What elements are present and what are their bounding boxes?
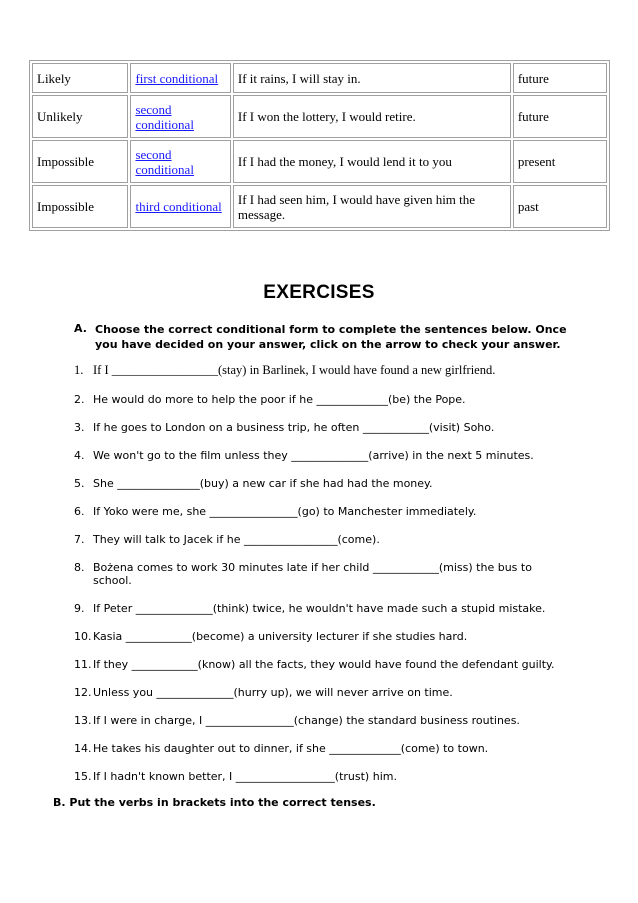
exercise-text: She _______________(buy) a new car if she had had the money. xyxy=(93,477,433,490)
likelihood-cell: Impossible xyxy=(32,185,128,228)
table-row xyxy=(32,140,607,183)
exercise-number: 11. xyxy=(74,658,92,671)
exercise-number: 5. xyxy=(74,477,85,490)
table-row xyxy=(32,63,607,93)
exercise-number: 1. xyxy=(74,363,84,377)
exercise-text: If I hadn't known better, I __________________(trust) him. xyxy=(93,770,397,783)
example-cell: If I won the lottery, I would retire. xyxy=(233,95,511,138)
exercise-number: 13. xyxy=(74,714,92,727)
exercise-text: If he goes to London on a business trip, he often ____________(visit) Soho. xyxy=(93,421,495,434)
time-cell: future xyxy=(513,63,607,93)
exercise-text: He would do more to help the poor if he _____________(be) the Pope. xyxy=(93,393,466,406)
exercise-number: 4. xyxy=(74,449,85,462)
exercise-text: We won't go to the film unless they ______________(arrive) in the next 5 minutes. xyxy=(93,449,534,462)
exercise-number: 14. xyxy=(74,742,92,755)
conditional-type-link[interactable]: third conditional xyxy=(135,199,222,214)
exercise-text: If they ____________(know) all the facts, they would have found the defendant guilty. xyxy=(93,658,555,671)
exercise-text: If I were in charge, I ________________(change) the standard business routines. xyxy=(93,714,520,727)
exercise-text: They will talk to Jacek if he _________________(come). xyxy=(93,533,380,546)
type-cell xyxy=(130,140,230,183)
time-cell: present xyxy=(513,140,607,183)
type-cell xyxy=(130,63,230,93)
section-a-instruction: Choose the correct conditional form to complete the sentences below. Once you have decided on your answer, click on the arrow to check your answer. xyxy=(95,323,567,351)
conditional-type-link[interactable]: second conditional xyxy=(135,101,194,132)
likelihood-cell: Impossible xyxy=(32,140,128,183)
example-cell: If I had seen him, I would have given him the message. xyxy=(233,185,511,228)
exercise-number: 3. xyxy=(74,421,85,434)
time-cell: past xyxy=(513,185,607,228)
conditionals-table xyxy=(29,60,610,231)
conditional-type-link[interactable]: second conditional xyxy=(135,146,194,177)
exercise-number: 7. xyxy=(74,533,85,546)
exercises-heading: EXERCISES xyxy=(263,282,375,303)
exercise-text: He takes his daughter out to dinner, if she _____________(come) to town. xyxy=(93,742,489,755)
section-b-heading: B. Put the verbs in brackets into the correct tenses. xyxy=(53,796,376,809)
type-cell xyxy=(130,185,230,228)
section-a-marker: A. xyxy=(74,322,87,335)
exercise-text: Bożena comes to work 30 minutes late if her child ____________(miss) the bus to school. xyxy=(93,561,532,587)
exercise-number: 10. xyxy=(74,630,92,643)
exercise-number: 15. xyxy=(74,770,92,783)
example-cell: If I had the money, I would lend it to you xyxy=(233,140,511,183)
exercise-number: 8. xyxy=(74,561,85,574)
exercise-text: Kasia ____________(become) a university lecturer if she studies hard. xyxy=(93,630,468,643)
exercise-text: Unless you ______________(hurry up), we will never arrive on time. xyxy=(93,686,453,699)
exercise-number: 9. xyxy=(74,602,85,615)
exercise-text: If Peter ______________(think) twice, he wouldn't have made such a stupid mistake. xyxy=(93,602,546,615)
type-cell xyxy=(130,95,230,138)
table-row xyxy=(32,185,607,228)
conditional-type-link[interactable]: first conditional xyxy=(135,70,219,86)
example-cell: If it rains, I will stay in. xyxy=(233,63,511,93)
exercise-number: 2. xyxy=(74,393,85,406)
likelihood-cell: Unlikely xyxy=(32,95,128,138)
table-row xyxy=(32,95,607,138)
likelihood-cell: Likely xyxy=(32,63,128,93)
exercise-number: 12. xyxy=(74,686,92,699)
time-cell: future xyxy=(513,95,607,138)
exercise-number: 6. xyxy=(74,505,85,518)
exercise-text: If I _________________(stay) in Barlinek, I would have found a new girlfriend. xyxy=(93,363,496,377)
exercise-text: If Yoko were me, she ________________(go) to Manchester immediately. xyxy=(93,505,477,518)
